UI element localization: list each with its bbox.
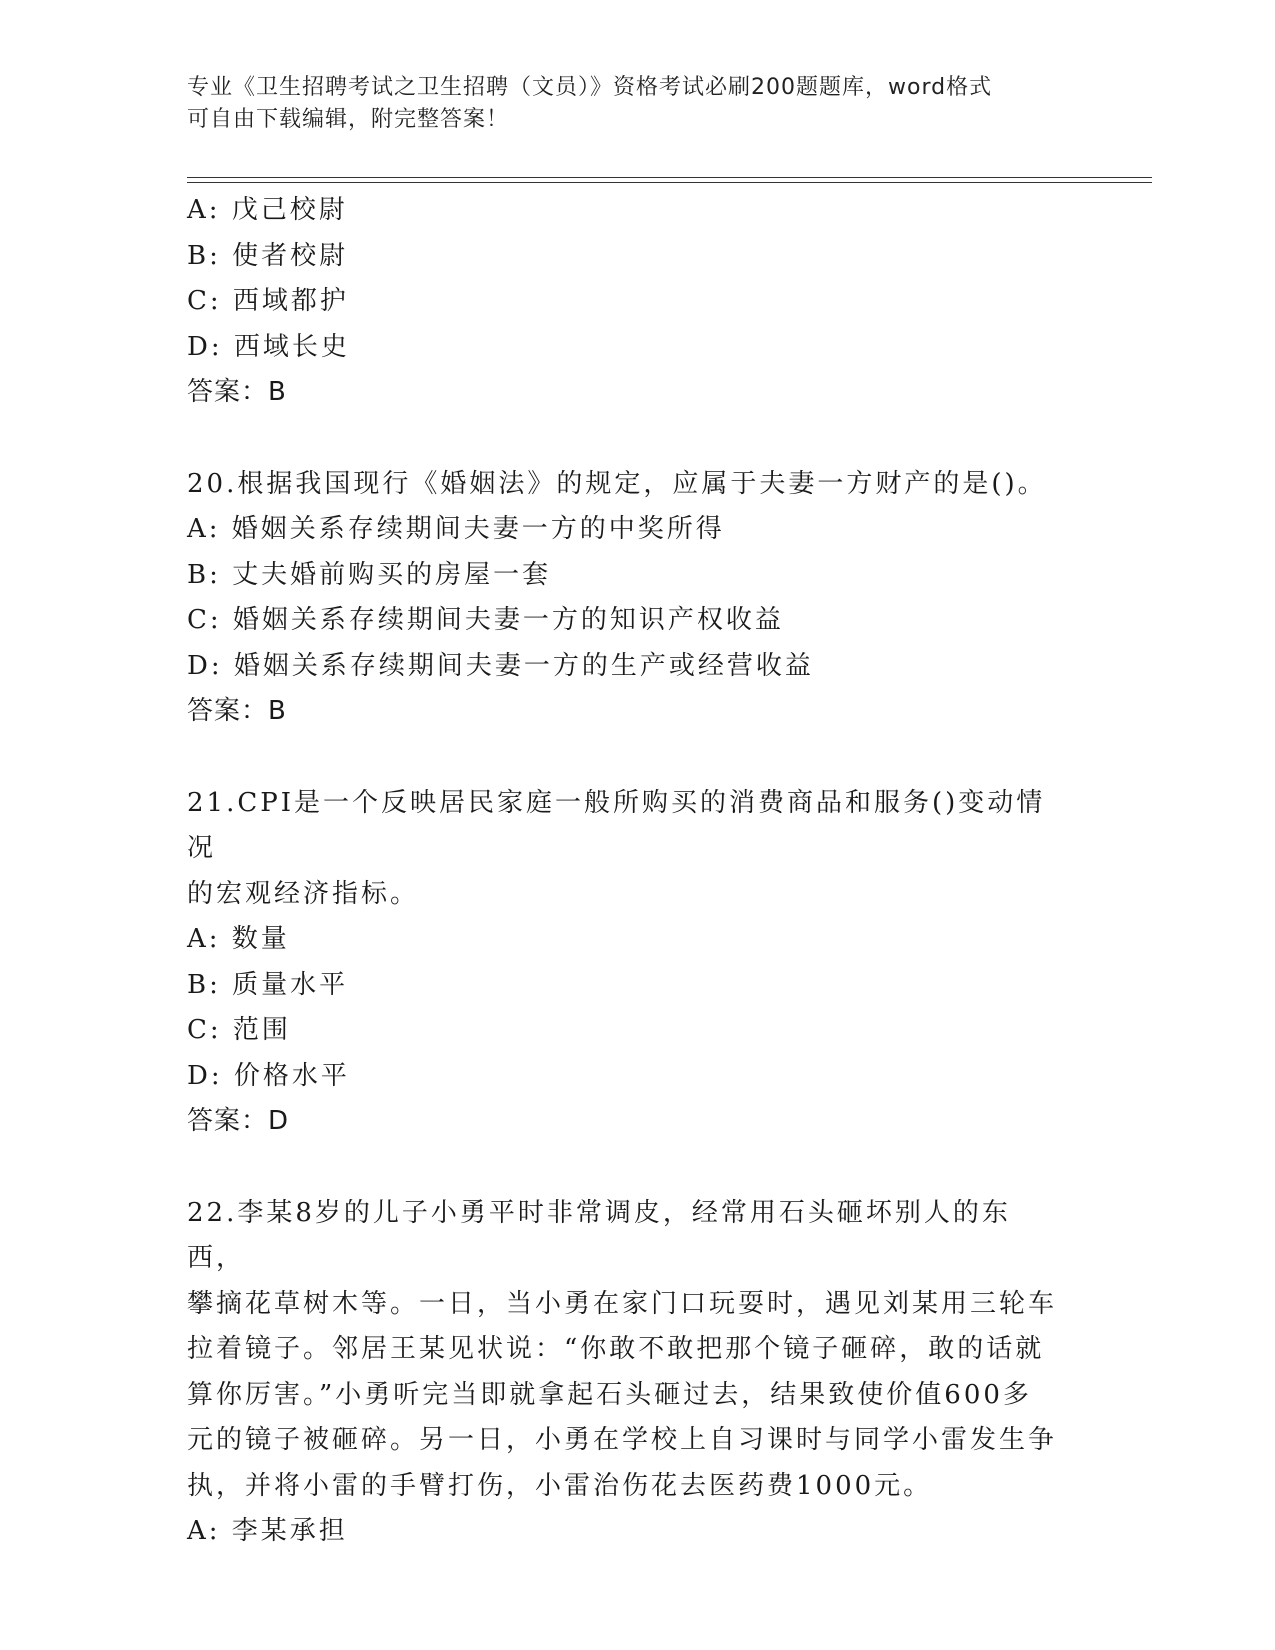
question-stem-line-2: 攀摘花草树木等。一日，当小勇在家门口玩耍时，遇见刘某用三轮车 (187, 1288, 1058, 1319)
document-header (187, 72, 1067, 136)
option-a: A: 李某承担 (187, 1516, 348, 1546)
option-a: A: 婚姻关系存续期间夫妻一方的中奖所得 (187, 514, 725, 544)
question-block-20 (187, 462, 1067, 735)
question-block-prev (187, 188, 1067, 416)
option-d: D: 西域长史 (187, 331, 350, 362)
question-block-21 (187, 781, 1067, 1145)
header-line-1: 专业《卫生招聘考试之卫生招聘（文员）》资格考试必刷200题题库，word格式 (187, 75, 993, 100)
option-b: B: 使者校尉 (187, 240, 349, 271)
option-c: C: 范围 (187, 1015, 291, 1045)
question-list (187, 188, 1067, 1555)
header-line-2: 可自由下载编辑，附完整答案！ (187, 107, 510, 132)
option-c: C: 西域都护 (187, 286, 349, 316)
answer-text: 答案：B (187, 696, 287, 726)
question-stem-line-1: 22.李某8岁的儿子小勇平时非常调皮，经常用石头砸坏别人的东西， (187, 1197, 1011, 1273)
question-stem-line-3: 拉着镜子。邻居王某见状说：“你敢不敢把那个镜子砸碎，敢的话就 (187, 1334, 1045, 1364)
question-stem-line-1: 21.CPI是一个反映居民家庭一般所购买的消费商品和服务()变动情况 (187, 787, 1046, 863)
question-stem-line-6: 执，并将小雷的手臂打伤，小雷治伤花去医药费1000元。 (187, 1470, 933, 1501)
question-stem: 20.根据我国现行《婚姻法》的规定，应属于夫妻一方财产的是()。 (187, 468, 1047, 499)
option-d: D: 价格水平 (187, 1060, 350, 1091)
question-block-22 (187, 1191, 1067, 1555)
header-rule-bottom (187, 182, 1152, 183)
question-stem-line-4: 算你厉害。”小勇听完当即就拿起石头砸过去，结果致使价值600多 (187, 1379, 1032, 1410)
header-rule-top (187, 177, 1152, 178)
option-b: B: 丈夫婚前购买的房屋一套 (187, 559, 552, 590)
option-d: D: 婚姻关系存续期间夫妻一方的生产或经营收益 (187, 650, 814, 681)
answer-text: 答案：D (187, 1106, 290, 1136)
question-stem-line-5: 元的镜子被砸碎。另一日，小勇在学校上自习课时与同学小雷发生争 (187, 1425, 1058, 1455)
option-a: A: 数量 (187, 924, 290, 954)
option-a: A: 戊己校尉 (187, 195, 348, 225)
option-c: C: 婚姻关系存续期间夫妻一方的知识产权收益 (187, 605, 784, 635)
question-stem-line-2: 的宏观经济指标。 (187, 878, 420, 909)
answer-text: 答案：B (187, 377, 287, 407)
option-b: B: 质量水平 (187, 969, 349, 1000)
